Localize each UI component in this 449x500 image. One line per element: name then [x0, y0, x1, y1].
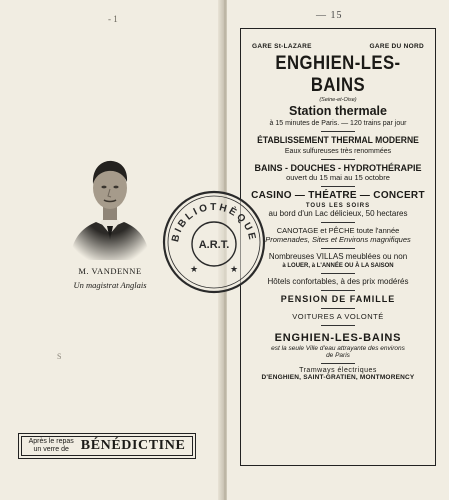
star-icon: ★ — [230, 265, 239, 275]
benedictine-prefix — [29, 438, 74, 454]
villas-line2: à LOUER, à L'ANNÉE OU À LA SAISON — [282, 263, 394, 269]
department-label: (Seine-et-Oise) — [319, 97, 357, 103]
divider — [321, 325, 355, 326]
tagline: Station thermale — [289, 104, 387, 118]
stamp-arc-text: BIBLIOTHÈQUE — [170, 201, 258, 244]
boating-line: CANOTAGE et PÊCHE toute l'année — [276, 226, 400, 235]
station-right: GARE DU NORD — [369, 43, 424, 50]
library-stamp — [160, 188, 268, 296]
enghien-advert — [244, 32, 432, 381]
tram-places-line: D'ENGHIEN, SAINT-GRATIEN, MONTMORENCY — [261, 374, 415, 381]
stray-mark: S — [57, 352, 62, 361]
pension-line: PENSION DE FAMILLE — [280, 294, 396, 304]
entertainment-heading: CASINO — THÉATRE — CONCERT — [251, 190, 425, 201]
waters-line: Eaux sulfureuses très renommées — [284, 148, 392, 155]
hotels-line: Hôtels confortables, à des prix modérés — [267, 277, 409, 286]
benedictine-prefix-line1: Après le repas — [28, 438, 74, 445]
divider — [321, 159, 355, 160]
divider — [321, 222, 355, 223]
benedictine-prefix-line2: un verre de — [33, 446, 69, 453]
claim-line1: est la seule Ville d'eau attrayante des environs — [271, 345, 405, 352]
divider — [321, 363, 355, 364]
divider — [321, 308, 355, 309]
portrait-caption-subtitle: Un magistrat Anglais — [73, 280, 147, 290]
town-title-repeat: ENGHIEN-LES-BAINS — [274, 332, 402, 344]
benedictine-brand: BÉNÉDICTINE — [80, 438, 186, 453]
divider — [321, 186, 355, 187]
station-left: GARE St-LAZARE — [252, 43, 312, 50]
baths-heading: BAINS - DOUCHES - HYDROTHÉRAPIE — [254, 163, 422, 173]
benedictine-advert — [18, 433, 196, 459]
divider — [321, 273, 355, 274]
left-page-number: - 1 — [108, 14, 118, 24]
lake-line: au bord d'un Lac délicieux, 50 hectares — [268, 209, 408, 218]
promenades-line: Promenades, Sites et Environs magnifiques — [265, 235, 411, 244]
evenings-line: TOUS LES SOIRS — [305, 203, 371, 209]
divider — [321, 290, 355, 291]
portrait-caption-name: M. VANDENNE — [78, 266, 142, 276]
station-names — [244, 43, 432, 50]
season-line: ouvert du 15 mai au 15 octobre — [286, 173, 390, 182]
divider — [321, 248, 355, 249]
stamp-center-text: A.R.T. — [198, 239, 230, 251]
portrait-photo — [64, 142, 156, 260]
tramways-line: Tramways électriques — [299, 367, 377, 374]
town-title: ENGHIEN-LES-BAINS — [275, 53, 401, 96]
villas-line1: Nombreuses VILLAS meublées ou non — [268, 252, 408, 261]
star-icon: ★ — [190, 265, 199, 275]
divider — [321, 131, 355, 132]
access-line: à 15 minutes de Paris. — 120 trains par jour — [269, 120, 407, 127]
establishment-heading: ÉTABLISSEMENT THERMAL MODERNE — [257, 135, 419, 146]
right-page-number: — 15 — [316, 10, 343, 21]
carriages-line: VOITURES A VOLONTÉ — [292, 312, 384, 321]
claim-line2: de Paris — [326, 352, 350, 359]
